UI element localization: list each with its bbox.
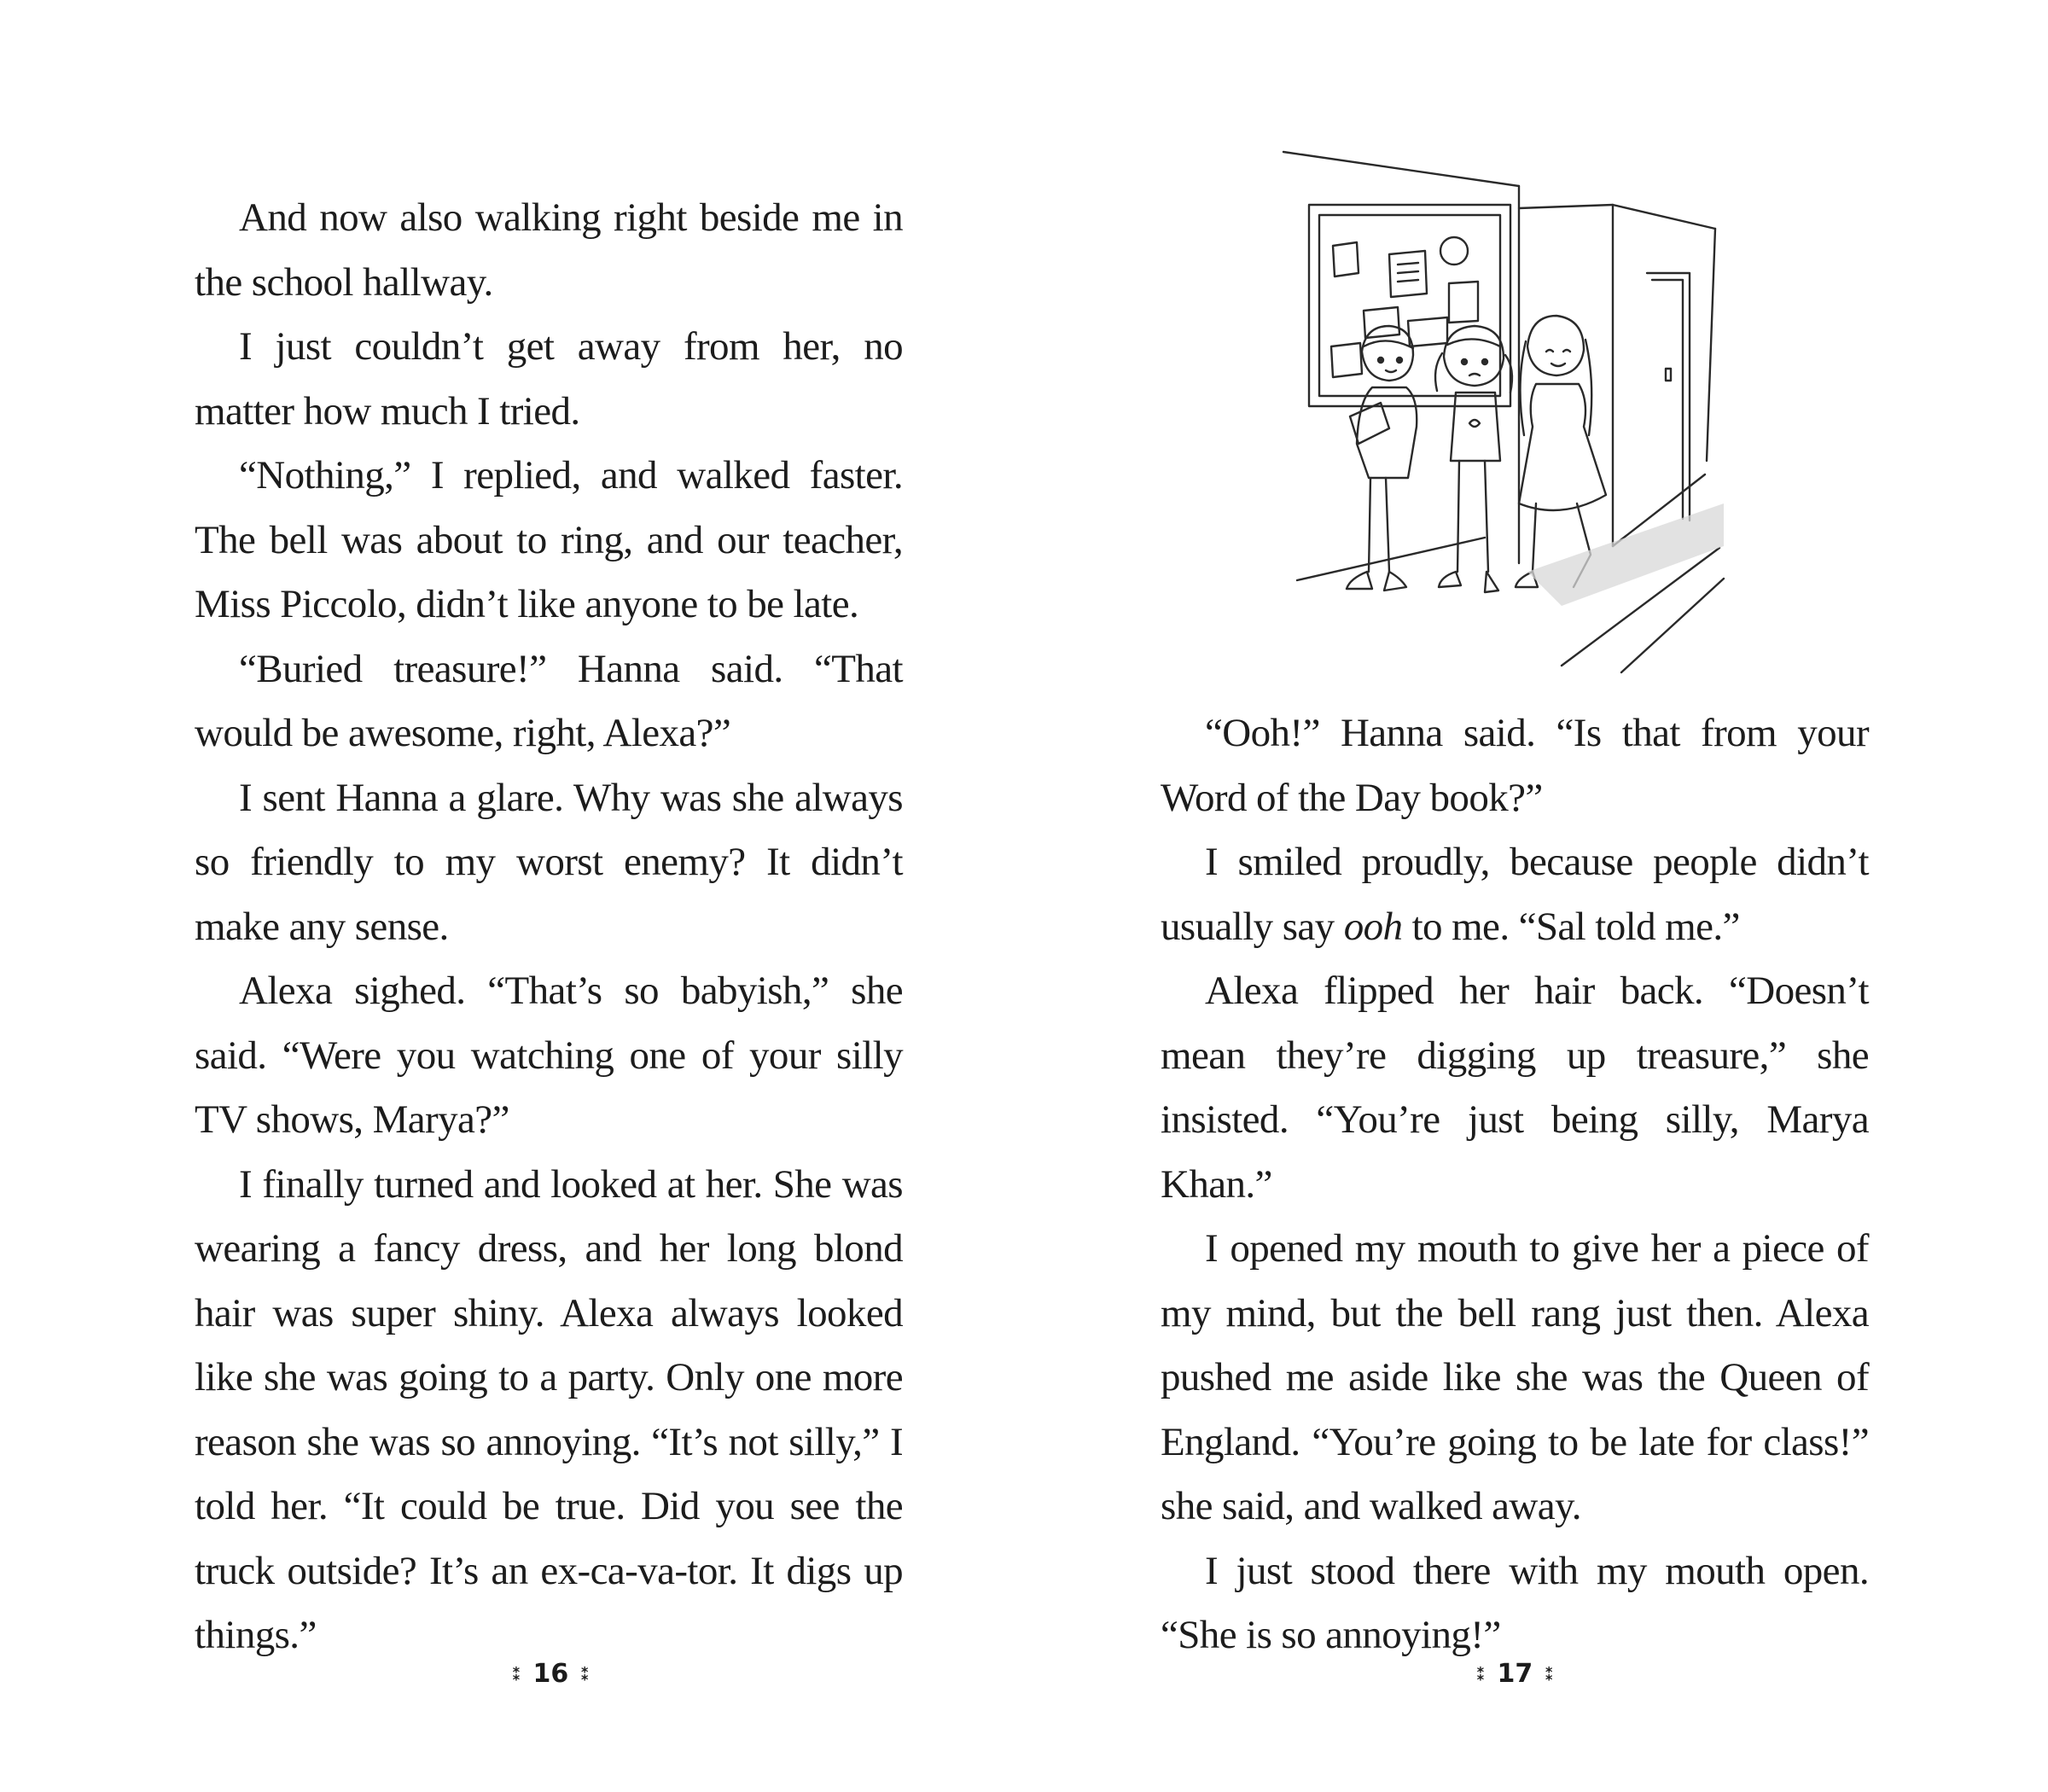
page-number: 17 <box>1497 1659 1533 1689</box>
folio-ornament-right-icon: ⁑ <box>1545 1663 1554 1684</box>
paragraph: I finally turned and looked at her. She was wearing a fancy dress, and her long blond hair was super shiny. Alexa always looked like she was going to a party. Only one more reason she was so annoying. “It’s not silly,” I told her. “It could be true. Did you see the truck outside? It’s an ex-ca-va-tor. It digs up things.” <box>195 1161 903 1657</box>
paragraph <box>1161 830 1869 959</box>
paragraph-segment: to me. “Sal told me.” <box>1402 904 1740 949</box>
paragraph: “Buried treasure!” Hanna said. “That would be awesome, right, Alexa?” <box>195 646 903 755</box>
folio-ornament-right-icon: ⁑ <box>580 1663 590 1684</box>
paragraph: I just stood there with my mouth open. “She is so annoying!” <box>1161 1548 1869 1657</box>
page-16-text <box>195 186 903 1668</box>
page-17 <box>1024 0 2048 1792</box>
paragraph: Alexa sighed. “That’s so babyish,” she said. “Were you watching one of your silly TV shows, Marya?” <box>195 969 903 1142</box>
folio-ornament-left-icon: ⁑ <box>1476 1663 1486 1684</box>
three-girls-walking-in-school-hallway-illustration <box>1280 145 1911 674</box>
paragraph: And now also walking right beside me in the school hallway. <box>195 195 903 305</box>
paragraph-segment: I smiled proudly, because people didn’t usually say <box>1161 840 1869 949</box>
page-17-text <box>1161 701 1869 1668</box>
paragraph: I just couldn’t get away from her, no matter how much I tried. <box>195 324 903 433</box>
page-number-16 <box>512 1659 590 1689</box>
page-number-17 <box>1476 1659 1554 1689</box>
paragraph: “Ooh!” Hanna said. “Is that from your Word of the Day book?” <box>1161 711 1869 820</box>
page-number: 16 <box>532 1659 569 1689</box>
paragraph: “Nothing,” I replied, and walked faster. The bell was about to ring, and our teacher, Miss Piccolo, didn’t like anyone to be late. <box>195 453 903 626</box>
paragraph: I sent Hanna a glare. Why was she always so friendly to my worst enemy? It didn’t make any sense. <box>195 775 903 949</box>
paragraph: Alexa flipped her hair back. “Doesn’t mean they’re digging up treasure,” she insisted. “You’re just being silly, Marya Khan.” <box>1161 969 1869 1207</box>
italic-word: ooh <box>1343 904 1403 949</box>
folio-ornament-left-icon: ⁑ <box>512 1663 521 1684</box>
paragraph: I opened my mouth to give her a piece of my mind, but the bell rang just then. Alexa pushed me aside like she was the Queen of England. “You’re going to be late for class!” she said, and walked away. <box>1161 1226 1869 1528</box>
